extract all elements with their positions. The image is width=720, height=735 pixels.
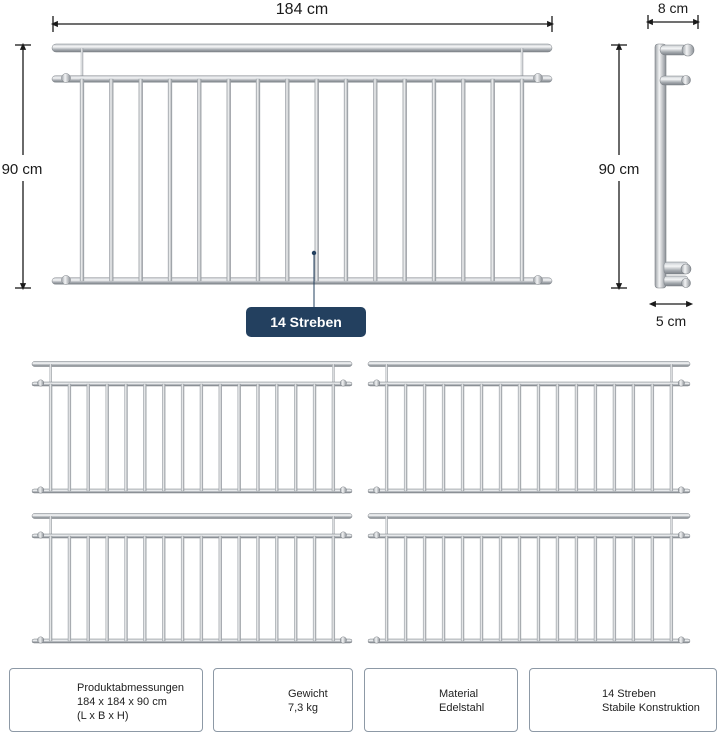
rail-connector	[385, 516, 387, 536]
vertical-bar	[162, 384, 165, 491]
feature-dimensions-title: Produktabmessungen	[77, 682, 185, 694]
vertical-bar	[200, 384, 203, 491]
vertical-bar	[442, 384, 445, 491]
railing-variant	[368, 362, 690, 494]
vertical-bar	[537, 384, 540, 491]
rail-connector	[670, 364, 672, 384]
mounting-bracket	[374, 532, 380, 538]
vertical-bar	[332, 536, 335, 641]
vertical-bar	[227, 79, 231, 281]
vertical-bar	[385, 384, 388, 491]
vertical-bar	[285, 79, 289, 281]
vertical-bar	[670, 536, 673, 641]
vertical-bar	[480, 536, 483, 641]
vertical-bar	[403, 79, 407, 281]
height-dimension	[0, 45, 46, 288]
vertical-bar	[575, 536, 578, 641]
vertical-bar	[238, 384, 241, 491]
top-handrail	[32, 514, 352, 519]
vertical-bar	[181, 384, 184, 491]
side-depth-top-label: 8 cm	[657, 0, 689, 16]
vertical-bar	[125, 384, 128, 491]
feature-dimensions-note: (L x B x H)	[77, 710, 129, 722]
second-rail	[32, 382, 352, 386]
vertical-bar	[238, 536, 241, 641]
mounting-bracket	[38, 380, 44, 386]
rail-connector	[332, 364, 334, 384]
feature-dimensions-value: 184 x 184 x 90 cm	[77, 696, 167, 708]
vertical-bar	[423, 384, 426, 491]
mounting-bracket	[534, 74, 543, 83]
bars-count-badge: 14 Streben	[246, 307, 366, 337]
mounting-bracket	[374, 380, 380, 386]
vertical-bar	[632, 384, 635, 491]
vertical-bar	[594, 536, 597, 641]
feature-material-title: Material	[439, 688, 479, 700]
vertical-bar	[385, 536, 388, 641]
railing-variant	[32, 362, 352, 494]
vertical-bar	[219, 384, 222, 491]
feature-bars-value: Stabile Konstruktion	[602, 702, 700, 714]
vertical-bar	[315, 79, 319, 281]
rail-connector	[49, 364, 51, 384]
vertical-bar	[423, 536, 426, 641]
vertical-bar	[404, 536, 407, 641]
vertical-bar	[109, 79, 113, 281]
vertical-bar	[442, 536, 445, 641]
mounting-bracket	[340, 380, 346, 386]
rail-connector	[49, 516, 51, 536]
vertical-bar	[275, 384, 278, 491]
second-rail	[52, 76, 552, 82]
second-rail	[368, 534, 690, 538]
rail-connector	[385, 364, 387, 384]
bottom-rail	[368, 489, 690, 493]
mounting-bracket	[62, 74, 71, 83]
mounting-bracket	[678, 380, 684, 386]
side-depth-bottom-label: 5 cm	[655, 313, 687, 329]
vertical-bar	[670, 384, 673, 491]
vertical-bar	[181, 536, 184, 641]
vertical-bar	[556, 384, 559, 491]
mounting-bracket	[340, 637, 346, 643]
vertical-bar	[575, 384, 578, 491]
vertical-bar	[294, 384, 297, 491]
mounting-bracket	[678, 487, 684, 493]
vertical-bar	[200, 536, 203, 641]
vertical-bar	[432, 79, 436, 281]
top-handrail	[32, 362, 352, 367]
vertical-bar	[651, 536, 654, 641]
vertical-bar	[518, 384, 521, 491]
vertical-bar	[499, 536, 502, 641]
vertical-bar	[461, 536, 464, 641]
vertical-bar	[143, 384, 146, 491]
feature-bars-title: 14 Streben	[602, 688, 656, 700]
vertical-bar	[162, 536, 165, 641]
vertical-bar	[49, 536, 52, 641]
railing-variant	[32, 514, 352, 644]
top-handrail	[368, 514, 690, 519]
bottom-rail	[52, 278, 552, 284]
width-label: 184 cm	[275, 1, 329, 18]
mounting-bracket	[340, 532, 346, 538]
mounting-bracket	[678, 637, 684, 643]
vertical-bar	[373, 79, 377, 281]
vertical-bar	[461, 79, 465, 281]
second-rail	[32, 534, 352, 538]
mounting-bracket	[374, 637, 380, 643]
width-dimension	[53, 1, 552, 32]
side-view	[592, 0, 698, 329]
variant-grid	[32, 362, 690, 644]
vertical-bar	[480, 384, 483, 491]
railing-variant	[368, 514, 690, 644]
vertical-bar	[491, 79, 495, 281]
vertical-bar	[87, 384, 90, 491]
bottom-rail	[32, 489, 352, 493]
vertical-bar	[651, 384, 654, 491]
bottom-rail	[368, 639, 690, 643]
vertical-bar	[106, 384, 109, 491]
feature-weight-title: Gewicht	[288, 688, 328, 700]
vertical-bar	[256, 536, 259, 641]
vertical-bar	[461, 384, 464, 491]
vertical-bar	[313, 536, 316, 641]
feature-bars	[529, 668, 717, 732]
vertical-bar	[344, 79, 348, 281]
vertical-bar	[219, 536, 222, 641]
feature-weight	[213, 668, 353, 732]
vertical-bar	[404, 384, 407, 491]
vertical-bar	[256, 384, 259, 491]
vertical-bar	[49, 384, 52, 491]
feature-material-value: Edelstahl	[439, 702, 485, 714]
feature-dimensions	[9, 668, 203, 732]
vertical-bar	[125, 536, 128, 641]
vertical-bar	[80, 79, 84, 281]
height-label: 90 cm	[1, 161, 43, 178]
vertical-bar	[556, 536, 559, 641]
vertical-bar	[613, 536, 616, 641]
vertical-bar	[518, 536, 521, 641]
rail-connector	[332, 516, 334, 536]
vertical-bar	[87, 536, 90, 641]
vertical-bar	[106, 536, 109, 641]
main-railing	[52, 44, 552, 285]
mounting-bracket	[534, 276, 543, 285]
vertical-bar	[499, 384, 502, 491]
feature-weight-value: 7,3 kg	[288, 702, 318, 714]
second-rail	[368, 382, 690, 386]
top-handrail	[52, 44, 552, 52]
mounting-bracket	[340, 487, 346, 493]
vertical-bar	[68, 384, 71, 491]
mounting-bracket	[38, 487, 44, 493]
vertical-bar	[68, 536, 71, 641]
rail-connector	[670, 516, 672, 536]
rail-connector	[81, 48, 83, 79]
vertical-bar	[294, 536, 297, 641]
vertical-bar	[332, 384, 335, 491]
vertical-bar	[594, 384, 597, 491]
vertical-bar	[197, 79, 201, 281]
mounting-bracket	[62, 276, 71, 285]
vertical-bar	[537, 536, 540, 641]
mounting-bracket	[374, 487, 380, 493]
mounting-bracket	[678, 532, 684, 538]
vertical-bar	[613, 384, 616, 491]
feature-material	[364, 668, 518, 732]
mounting-bracket	[38, 532, 44, 538]
vertical-bar	[632, 536, 635, 641]
bottom-rail	[32, 639, 352, 643]
rail-connector	[521, 48, 523, 79]
top-handrail	[368, 362, 690, 367]
vertical-bar	[275, 536, 278, 641]
mounting-bracket	[38, 637, 44, 643]
vertical-bar	[313, 384, 316, 491]
vertical-bar	[520, 79, 524, 281]
vertical-bar	[143, 536, 146, 641]
side-height-label: 90 cm	[598, 161, 640, 178]
vertical-bar	[168, 79, 172, 281]
vertical-bar	[139, 79, 143, 281]
vertical-bar	[256, 79, 260, 281]
